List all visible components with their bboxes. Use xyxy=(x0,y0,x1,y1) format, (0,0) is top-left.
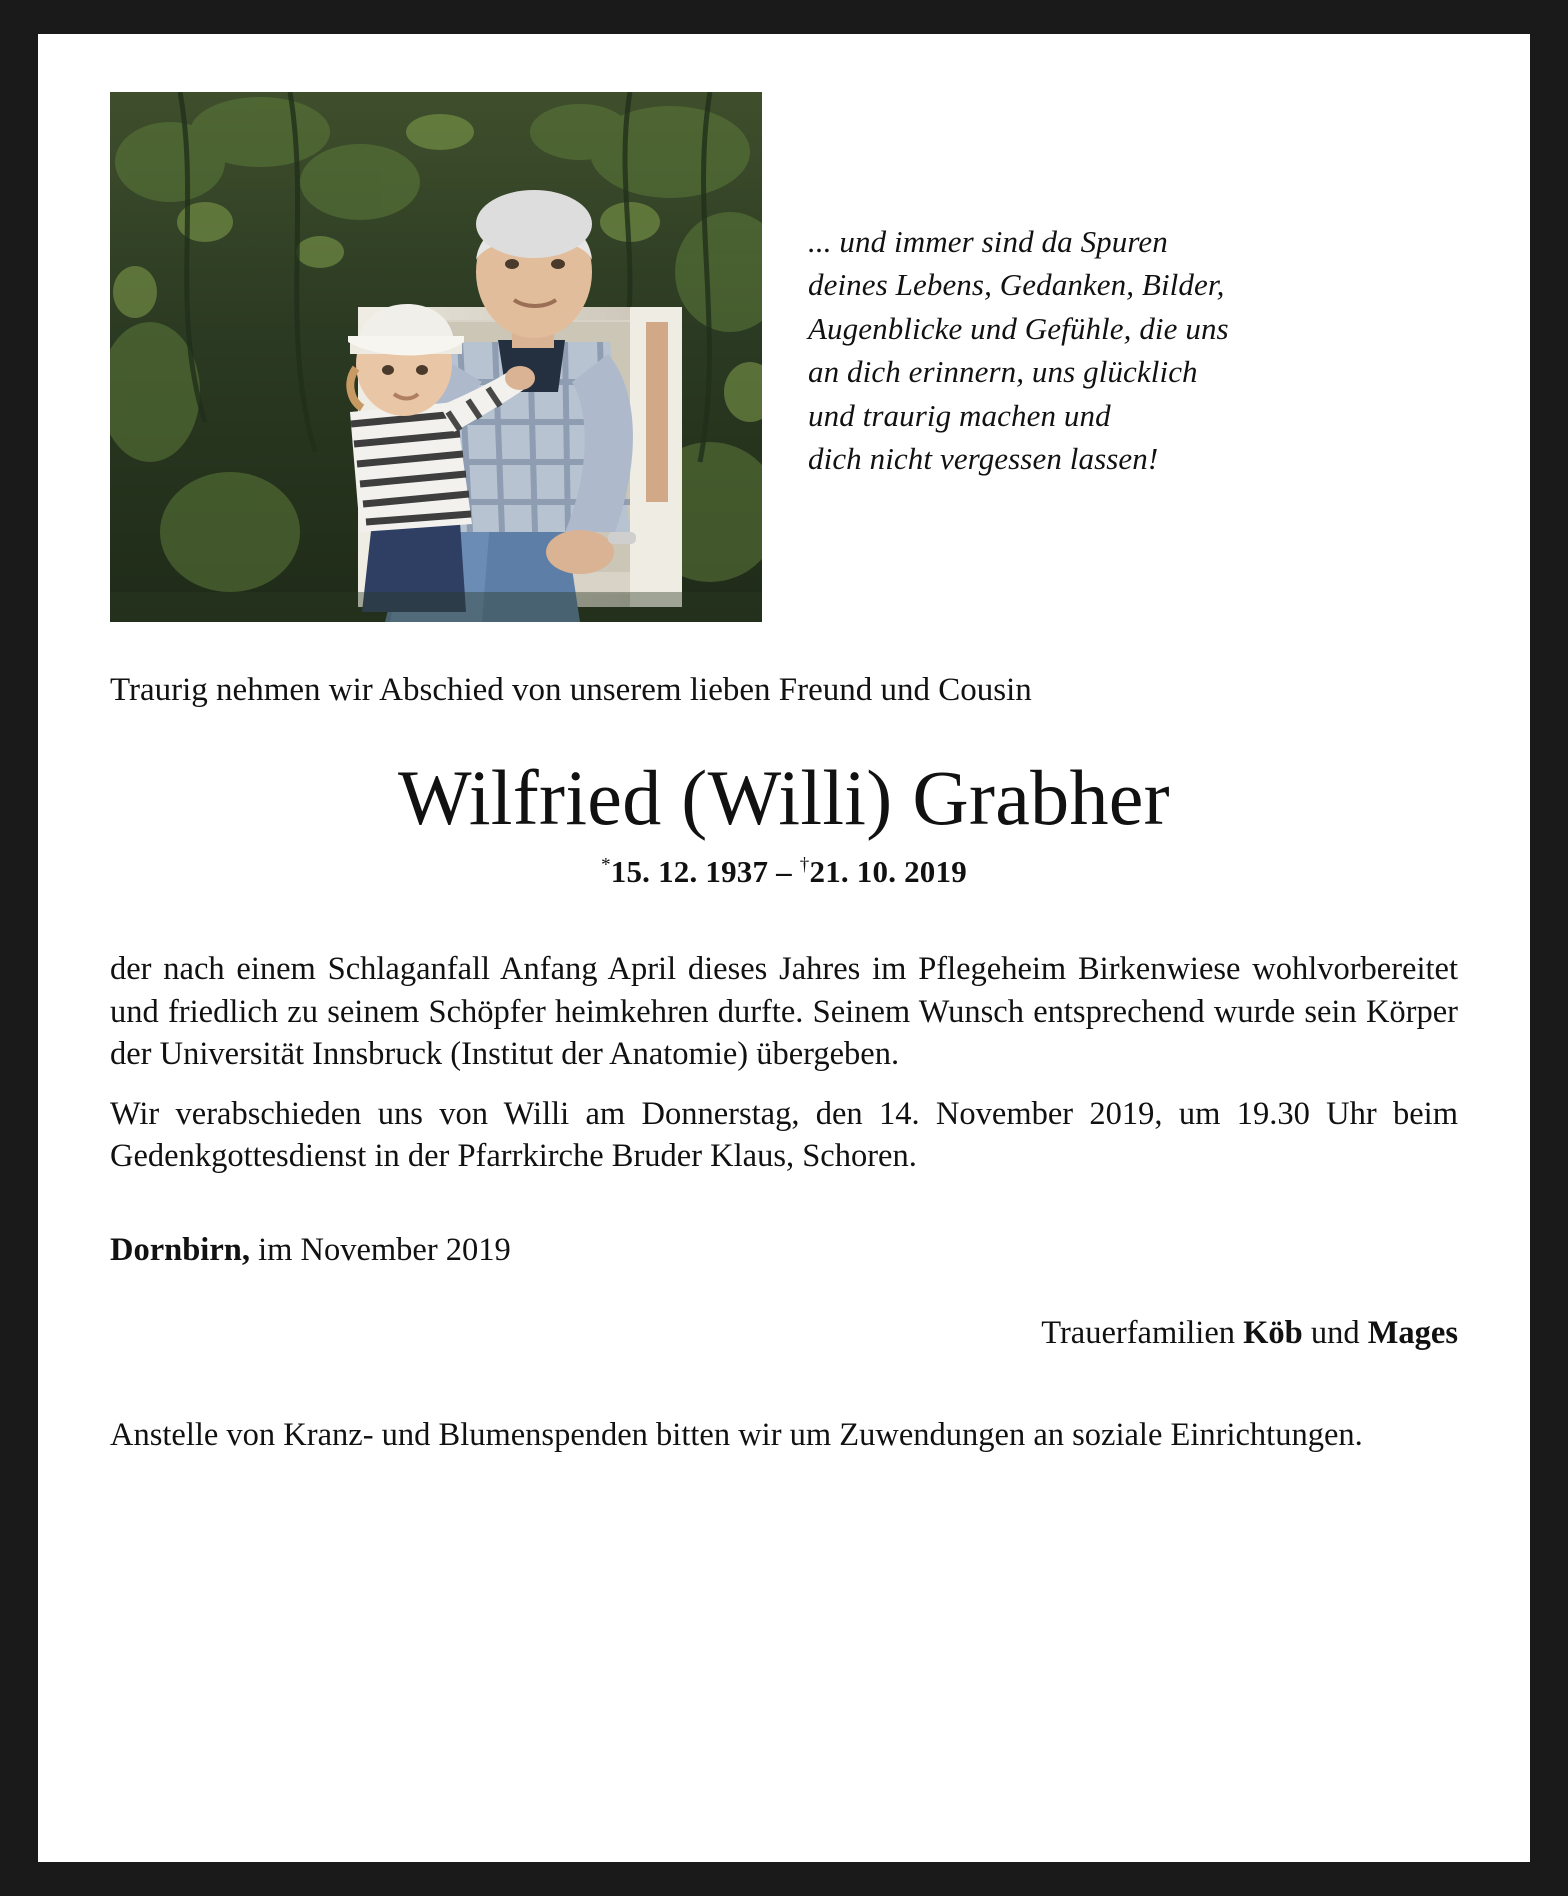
families-prefix: Trauerfamilien xyxy=(1041,1314,1244,1351)
verse-line: dich nicht vergessen lassen! xyxy=(808,440,1159,476)
header-section xyxy=(110,92,1458,622)
verse-line: Augenblicke und Gefühle, die uns xyxy=(808,310,1229,346)
photo-of-deceased-with-child xyxy=(110,92,762,622)
death-date: 21. 10. 2019 xyxy=(809,854,967,890)
place-city: Dornbirn, xyxy=(110,1231,250,1268)
memorial-verse xyxy=(808,92,1458,480)
verse-line: und traurig machen und xyxy=(808,397,1111,433)
verse-line: deines Lebens, Gedanken, Bilder, xyxy=(808,267,1225,303)
obituary-paragraph-1: der nach einem Schlaganfall Anfang April dieses Jahres im Pflegeheim Birkenwiese wohlvorbereitet und friedlich zu seinem Schöpfer heimkehren durfte. Seinem Wunsch entsprechend wurde sein Körper der Universität Innsbruck (Institut der Anatomie) übergeben. xyxy=(110,951,1458,1072)
intro-text: Traurig nehmen wir Abschied von unserem lieben Freund und Cousin xyxy=(110,672,1032,708)
death-symbol: † xyxy=(799,855,810,877)
obituary-paragraph-2: Wir verabschieden uns von Willi am Donnerstag, den 14. November 2019, um 19.30 Uhr beim Gedenkgottesdienst in der Pfarrkirche Bruder Klaus, Schoren. xyxy=(110,1096,1458,1175)
birth-date: 15. 12. 1937 xyxy=(610,854,769,890)
mourning-families xyxy=(110,1315,1458,1352)
deceased-name: Wilfried (Willi) Grabher xyxy=(398,753,1170,841)
family-name-2: Mages xyxy=(1367,1314,1458,1351)
families-join: und xyxy=(1302,1314,1368,1351)
place-and-date xyxy=(110,1232,1458,1269)
place-date: im November 2019 xyxy=(249,1231,511,1268)
date-separator: – xyxy=(776,854,792,890)
verse-line: ... und immer sind da Spuren xyxy=(808,224,1168,259)
donation-request: Anstelle von Kranz- und Blumenspenden bitten wir um Zuwendungen an soziale Einrichtungen. xyxy=(110,1416,1363,1453)
family-name-1: Köb xyxy=(1243,1314,1303,1351)
verse-line: an dich erinnern, uns glücklich xyxy=(808,354,1198,390)
life-dates xyxy=(110,854,1458,890)
obituary-card xyxy=(38,34,1530,1862)
birth-symbol: * xyxy=(601,855,611,877)
